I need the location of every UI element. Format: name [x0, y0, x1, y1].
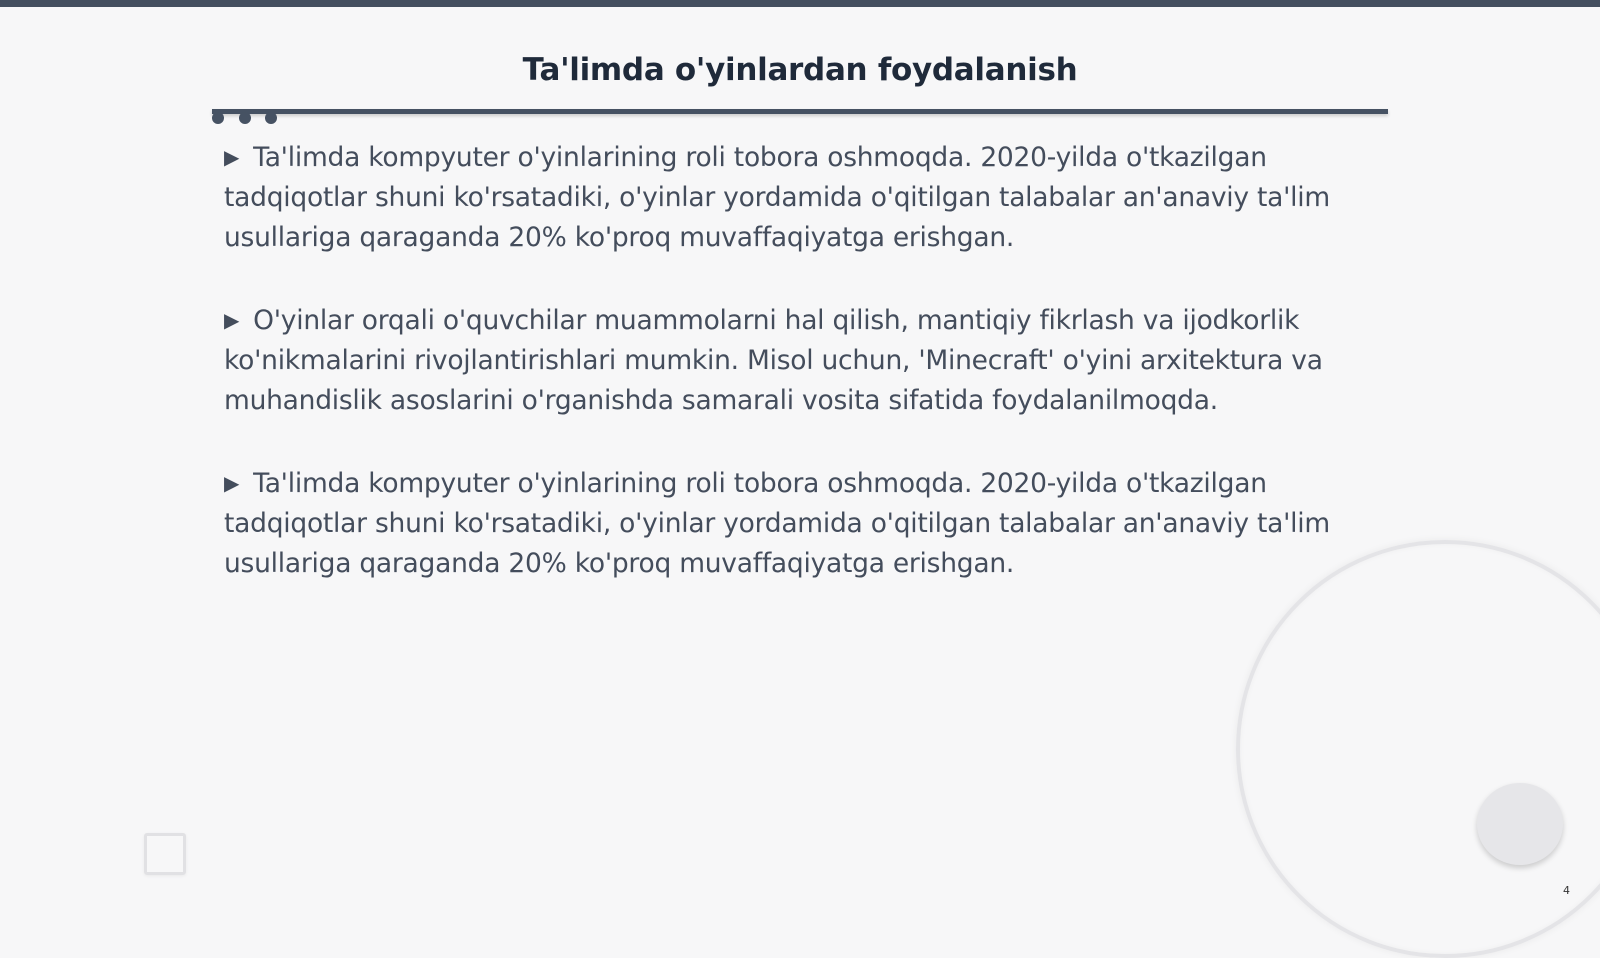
- bullet-text-1: Ta'limda kompyuter o'yinlarining roli tobora oshmoqda. 2020-yilda o'tkazilgan tadqiqotlar shuni ko'rsatadiki, o'yinlar yordamida o'qitilgan talabalar an'anaviy ta'lim usullariga qaraganda 20% ko'proq muvaffaqiyatga erishgan.: [224, 142, 1330, 253]
- triangle-right-icon: ▶: [224, 308, 240, 332]
- bullet-item-1: [224, 137, 1384, 258]
- triangle-right-icon: ▶: [224, 145, 240, 169]
- decorative-dot-3: [265, 112, 277, 124]
- decorative-square: [144, 833, 186, 875]
- top-accent-bar: [0, 0, 1600, 7]
- slide-title: Ta'limda o'yinlardan foydalanish: [522, 52, 1078, 88]
- decorative-dot-2: [239, 112, 251, 124]
- page-number: 4: [1563, 884, 1570, 897]
- bullet-item-3: [224, 463, 1384, 584]
- bullet-item-2: [224, 300, 1384, 421]
- bullet-text-2: O'yinlar orqali o'quvchilar muammolarni hal qilish, mantiqiy fikrlash va ijodkorlik ko'nikmalarini rivojlantirishlari mumkin. Misol uchun, 'Minecraft' o'yini arxitektura va muhandislik asoslarini o'rganishda samarali vosita sifatida foydalanilmoqda.: [224, 305, 1323, 416]
- bullet-list: [224, 137, 1384, 626]
- decorative-circle: [1477, 783, 1563, 865]
- title-underline: [212, 109, 1388, 114]
- triangle-right-icon: ▶: [224, 471, 240, 495]
- decorative-dot-1: [212, 112, 224, 124]
- bullet-text-3: Ta'limda kompyuter o'yinlarining roli tobora oshmoqda. 2020-yilda o'tkazilgan tadqiqotlar shuni ko'rsatadiki, o'yinlar yordamida o'qitilgan talabalar an'anaviy ta'lim usullariga qaraganda 20% ko'proq muvaffaqiyatga erishgan.: [224, 468, 1330, 579]
